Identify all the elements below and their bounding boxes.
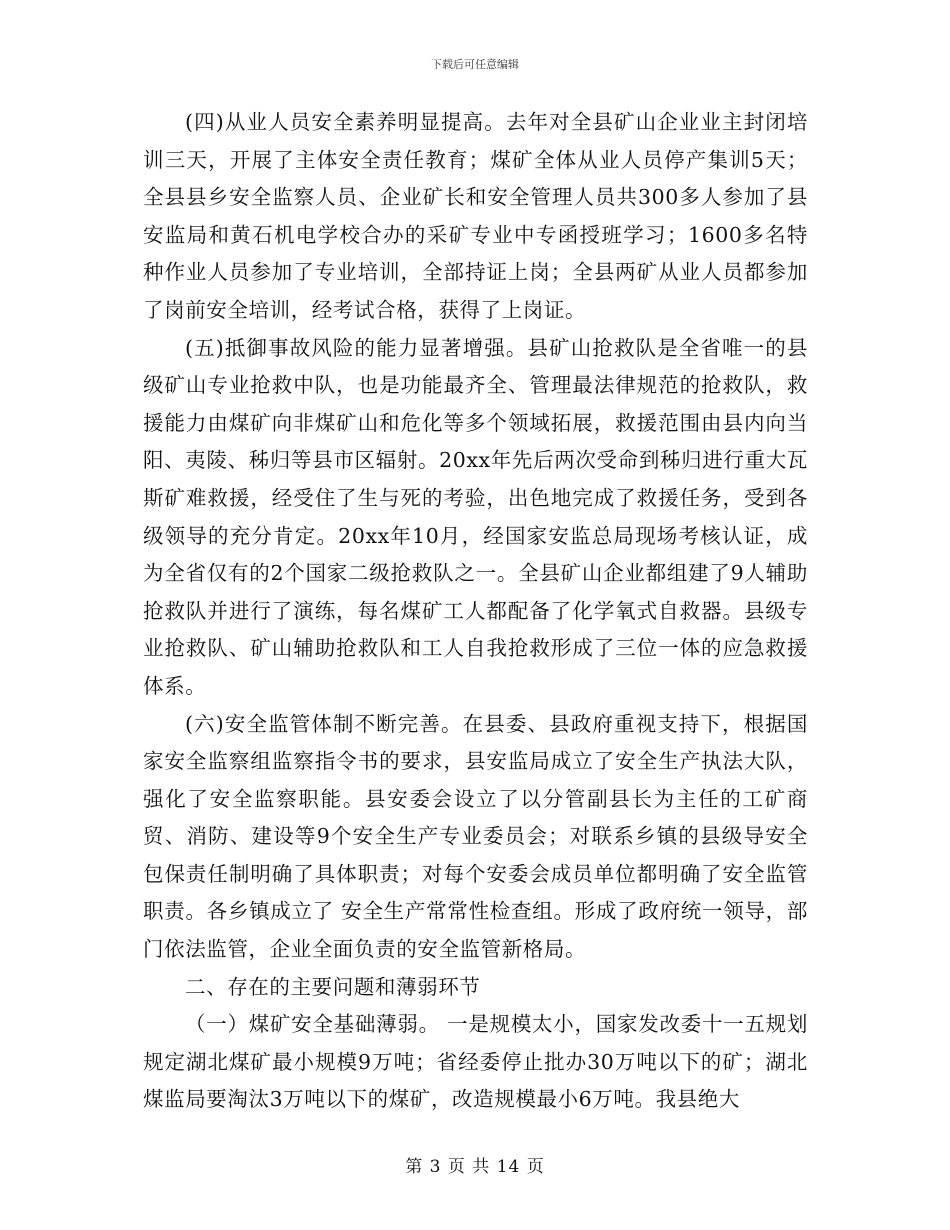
page-number-footer: 第 3 页 共 14 页 bbox=[405, 1157, 545, 1177]
header-note: 下载后可任意编辑 bbox=[431, 58, 519, 71]
paragraph-section-five: (五)抵御事故风险的能力显著增强。县矿山抢救队是全省唯一的县级矿山专业抢救中队，也是功能最齐全、管理最法律规范的抢救队，救援能力由煤矿向非煤矿山和危化等多个领域拓展，救援范围由县内向当阳、夷陵、秭归等县市区辐射。20xx年先后两次受命到秭归进行重大瓦斯矿难救援，经受住了生与死的考验，出色地完成了救援任务，受到各级领导的充分肯定。20xx年10月，经国家安监总局现场考核认证，成为全省仅有的2个国家二级抢救队之一。全县矿山企业都组建了9人辅助抢救队并进行了演练，每名煤矿工人都配备了化学氧式自救器。县级专业抢救队、矿山辅助抢救队和工人自我抢救形成了三位一体的应急救援体系。 bbox=[143, 335, 808, 698]
paragraph-section-six: (六)安全监管体制不断完善。在县委、县政府重视支持下，根据国家安全监察组监察指令书的要求，县安监局成立了安全生产执法大队，强化了安全监察职能。县安委会设立了以分管副县长为主任的工矿商贸、消防、建设等9个安全生产专业委员会；对联系乡镇的县级导安全包保责任制明确了具体职责；对每个安委会成员单位都明确了安全监管职责。各乡镇成立了 安全生产常常性检查组。形成了政府统一领导，部门依法监管，企业全面负责的安全监管新格局。 bbox=[143, 711, 808, 962]
paragraph-section-four: (四)从业人员安全素养明显提高。去年对全县矿山企业业主封闭培训三天，开展了主体安全责任教育；煤矿全体从业人员停产集训5天；全县县乡安全监察人员、企业矿长和安全管理人员共300多人参加了县安监局和黄石机电学校合办的采矿专业中专函授班学习；1600多名特种作业人员参加了专业培训，全部持证上岗；全县两矿从业人员都参加了岗前安全培训，经考试合格，获得了上岗证。 bbox=[143, 110, 808, 322]
document-body bbox=[143, 104, 808, 1119]
paragraph-coal-safety: （一）煤矿安全基础薄弱。 一是规模太小，国家发改委十一五规划规定湖北煤矿最小规模9万吨；省经委停止批办30万吨以下的矿；湖北煤监局要淘汰3万吨以下的煤矿，改造规模最小6万吨。我县绝大 bbox=[143, 1012, 808, 1112]
section-heading-problems: 二、存在的主要问题和薄弱环节 bbox=[185, 974, 481, 999]
